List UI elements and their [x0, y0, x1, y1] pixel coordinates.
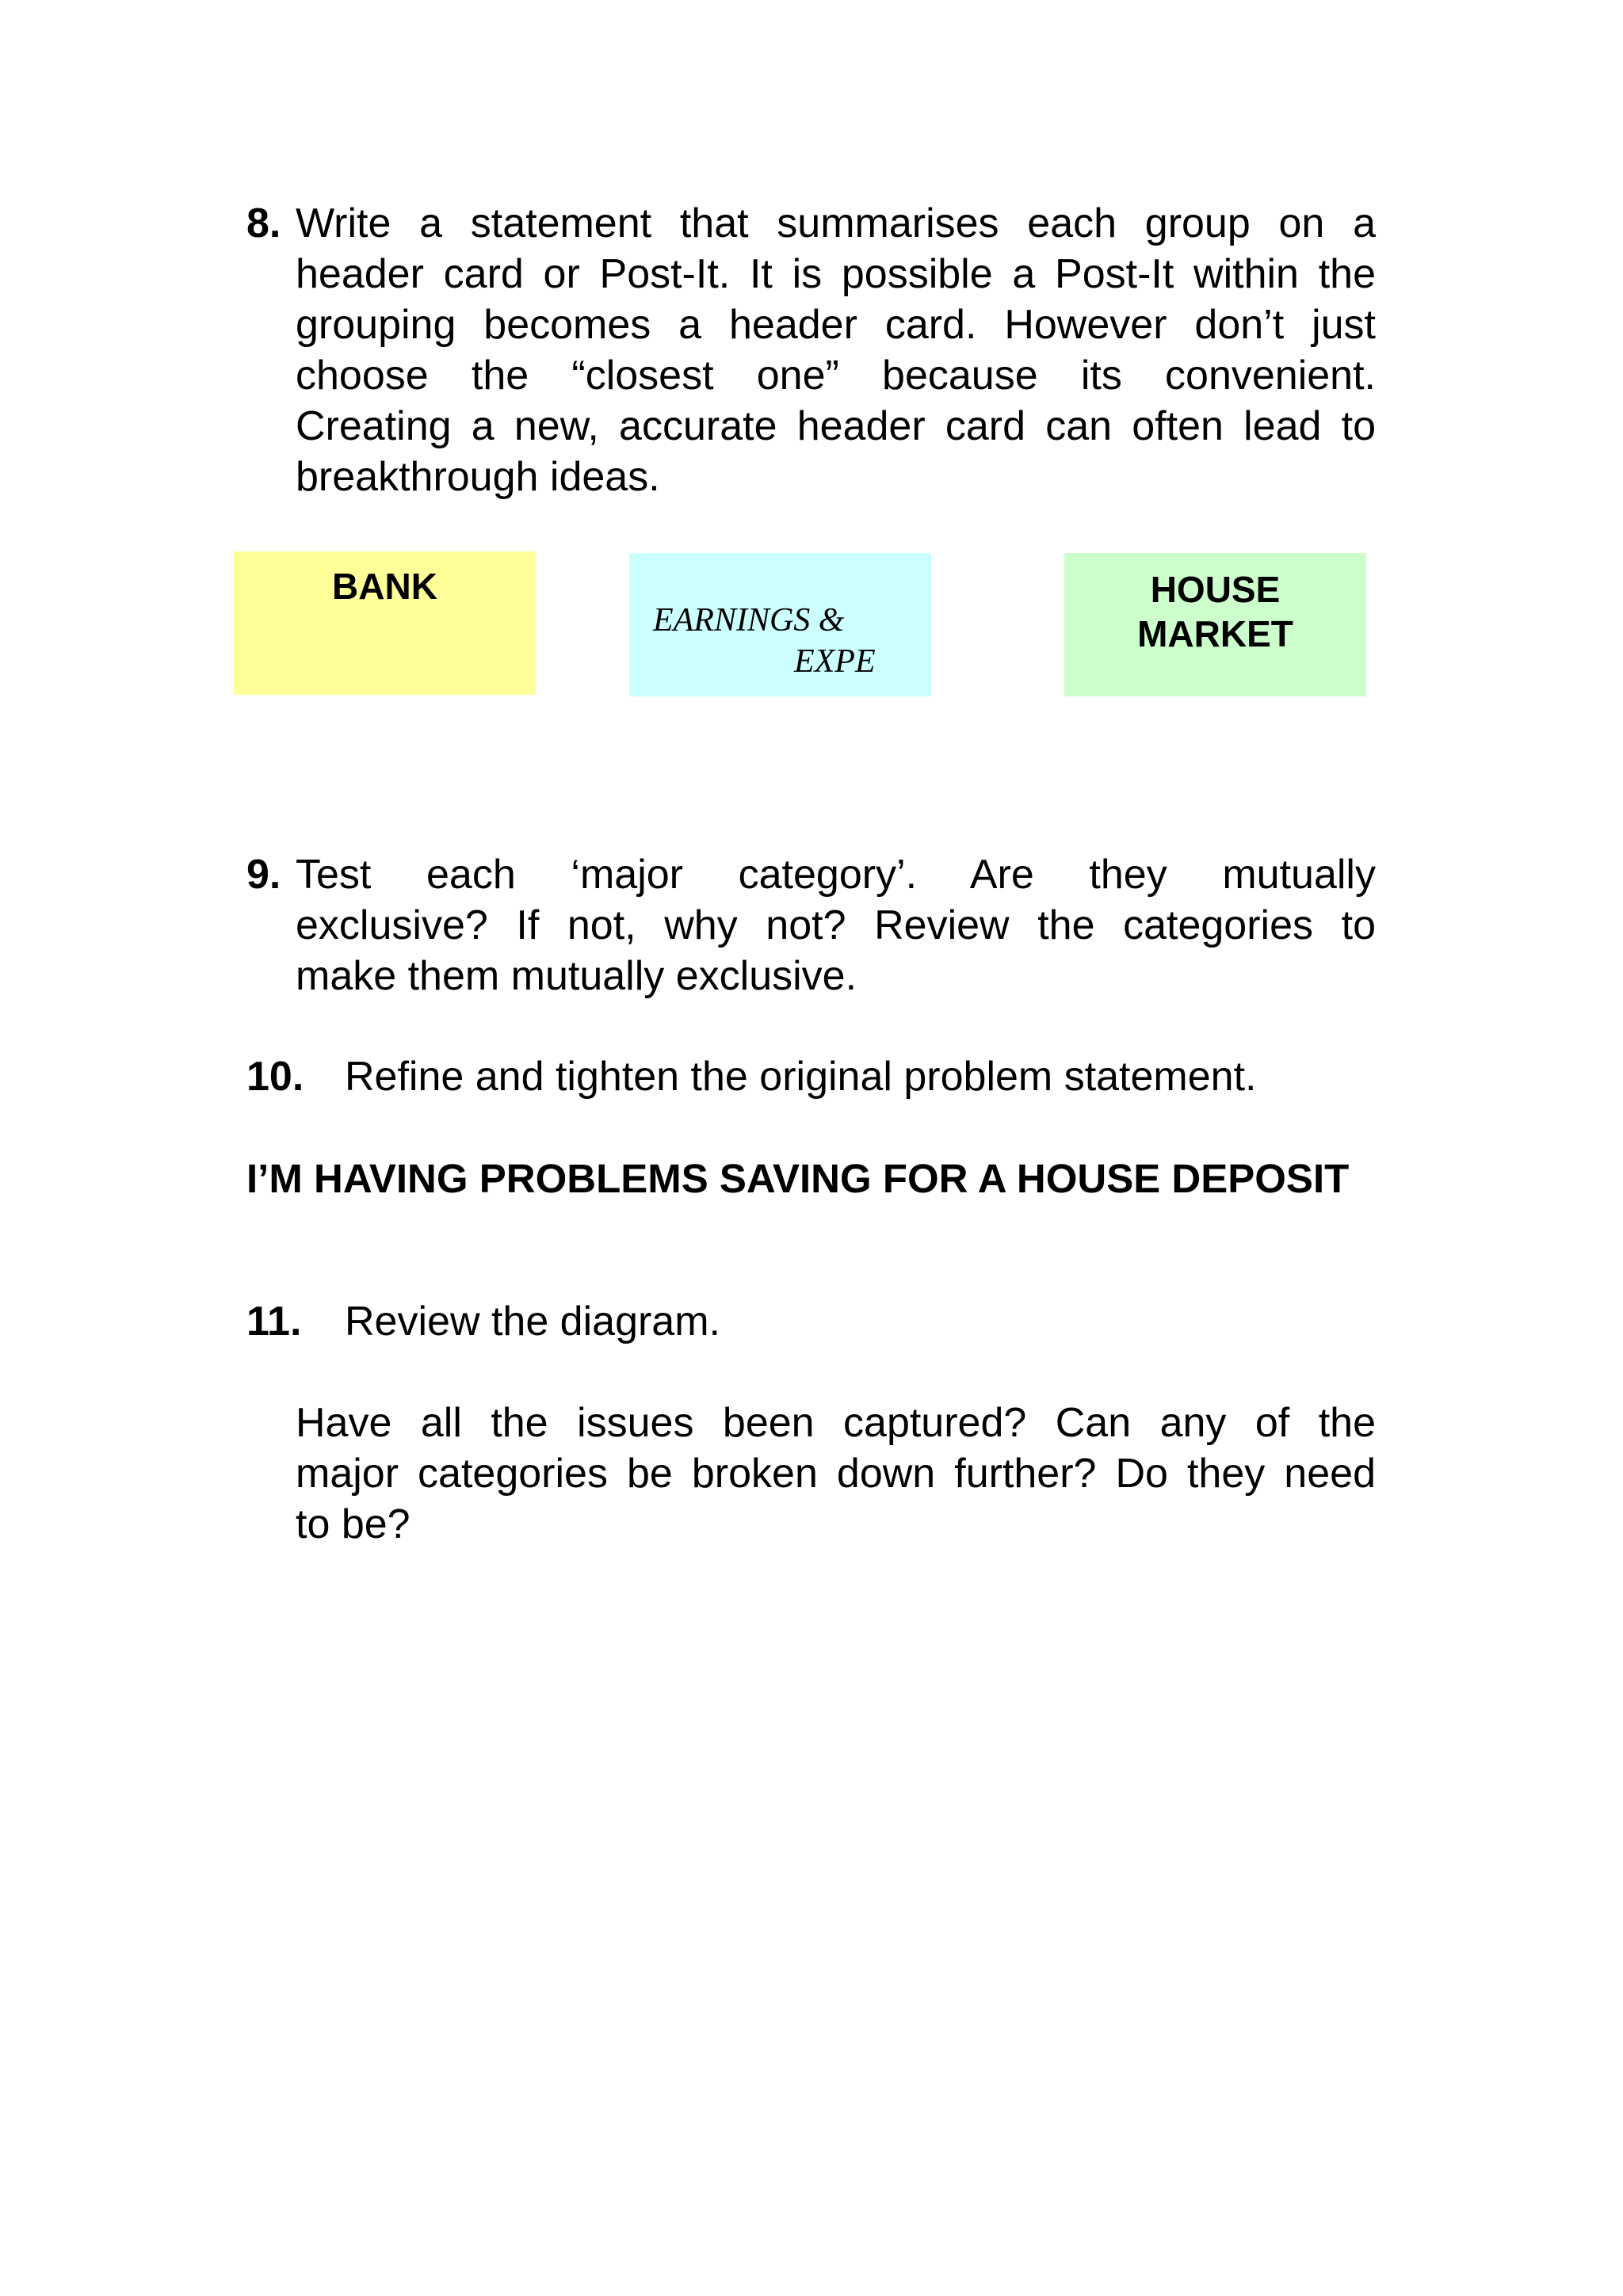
- step-8-line: Creating a new, accurate header card can often lead to: [296, 403, 1376, 449]
- earnings-card-line-1: EARNINGS &: [653, 602, 845, 639]
- review-line: to be?: [296, 1501, 411, 1547]
- step-8-line: choose the “closest one” because its convenient.: [296, 353, 1376, 399]
- step-8-line: Write a statement that summarises each group on a: [296, 200, 1376, 246]
- review-line: major categories be broken down further? Do they need: [296, 1451, 1376, 1497]
- step-11-line: Review the diagram.: [345, 1299, 720, 1344]
- step-8-line: header card or Post-It. It is possible a Post-It within the: [296, 251, 1376, 297]
- header-card-earnings: [629, 553, 931, 696]
- step-9-number: 9.: [246, 852, 281, 898]
- step-9-line: Test each ‘major category’. Are they mutually: [296, 852, 1376, 898]
- step-10-text: [345, 1051, 1376, 1102]
- step-9-line: exclusive? If not, why not? Review the categories to: [296, 902, 1376, 948]
- step-9-text: [296, 849, 1376, 1001]
- step-9-line: make them mutually exclusive.: [296, 953, 857, 999]
- step-10-line: Refine and tighten the original problem statement.: [345, 1054, 1257, 1100]
- step-10: [246, 1051, 1376, 1102]
- step-8-text: [296, 198, 1376, 502]
- header-card-bank: [234, 551, 536, 695]
- house-market-card-label: [1064, 567, 1366, 656]
- step-8: [246, 198, 1376, 502]
- earnings-card-line-2: EXPE: [794, 643, 876, 680]
- step-8-number: 8.: [246, 200, 281, 246]
- review-line: Have all the issues been captured? Can any of the: [296, 1400, 1376, 1446]
- step-8-line: breakthrough ideas.: [296, 454, 660, 500]
- step-11-number: 11.: [246, 1299, 302, 1344]
- step-11-text: [345, 1296, 1376, 1347]
- house-card-line-1: HOUSE: [1150, 569, 1281, 610]
- step-11: [246, 1296, 1376, 1347]
- bank-card-label: BANK: [332, 566, 437, 607]
- step-8-line: grouping becomes a header card. However don’t just: [296, 302, 1376, 348]
- house-card-line-2: MARKET: [1137, 613, 1293, 654]
- review-paragraph: [296, 1398, 1376, 1550]
- step-9: [246, 849, 1376, 1001]
- problem-statement-heading: I’M HAVING PROBLEMS SAVING FOR A HOUSE DEPOSIT: [246, 1156, 1350, 1201]
- step-10-number: 10.: [246, 1054, 304, 1100]
- header-card-house-market: [1064, 553, 1366, 696]
